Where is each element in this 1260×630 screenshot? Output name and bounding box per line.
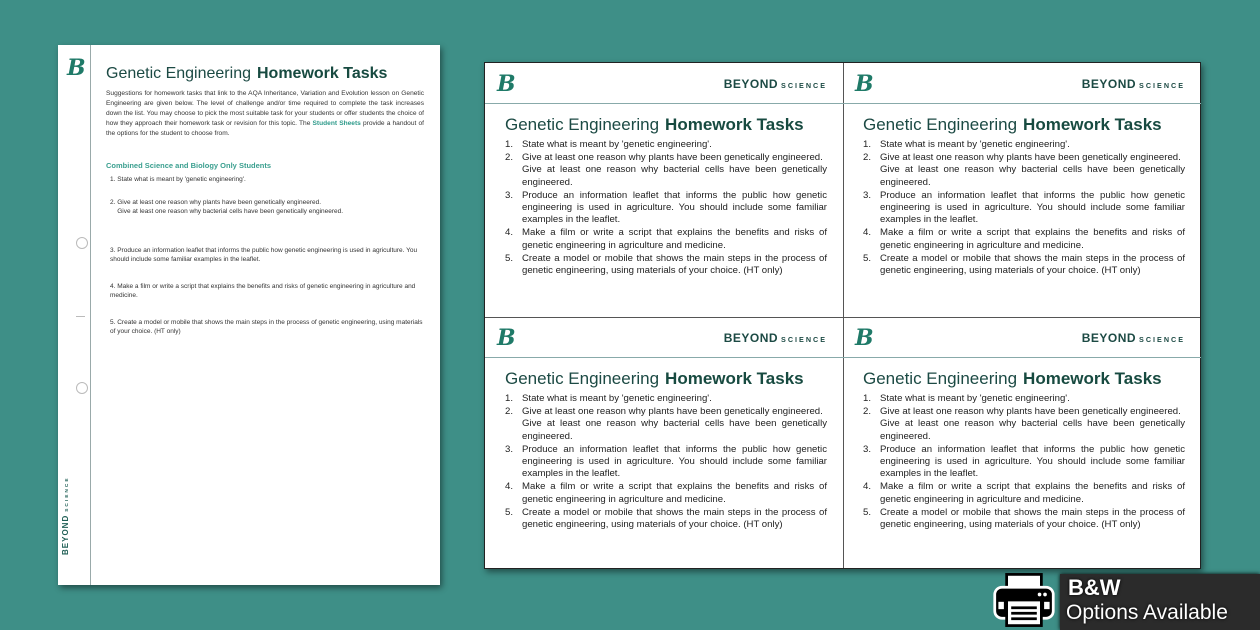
student-sheets-link: Student Sheets [312, 120, 361, 127]
item-text: Create a model or mobile that shows the main steps in the process of genetic engineering, using materials of your choice. (HT only) [880, 506, 1185, 531]
card-task-list [863, 393, 1185, 532]
title-part-a: Genetic Engineering [106, 65, 251, 82]
header-rule [843, 103, 1201, 104]
beyond-logo-icon: B [855, 71, 874, 97]
item-number: 5. [863, 506, 872, 518]
brand-sub: SCIENCE [781, 81, 827, 90]
item-number: 4. [863, 481, 872, 493]
badge-line1: B&W [1068, 575, 1121, 600]
item-body [880, 253, 1185, 277]
card-task-item [505, 481, 827, 505]
item-body [880, 190, 1185, 227]
card-task-item [505, 227, 827, 251]
item-text: Give at least one reason why plants have been genetically engineered. [880, 406, 1181, 418]
item-number: 1. [863, 139, 872, 150]
item-number: 5. [863, 252, 872, 264]
title-part-a: Genetic Engineering [505, 115, 660, 134]
teacher-sheet [58, 45, 440, 585]
subheading: Combined Science and Biology Only Students [106, 161, 272, 170]
item-text: State what is meant by 'genetic engineering'. [880, 139, 1070, 150]
item-text: Produce an information leaflet that informs the public how genetic engineering is used in agriculture. You should include some familiar examples in the leaflet. [880, 443, 1185, 480]
item-text: Make a film or write a script that explains the benefits and risks of genetic engineering in agriculture and medicine. [522, 227, 827, 251]
task-item: 4. Make a film or write a script that explains the benefits and risks of genetic engineering in agriculture and medicine. [110, 283, 416, 299]
beyond-logo-icon: B [67, 55, 86, 81]
item-text: Give at least one reason why plants have been genetically engineered. [522, 406, 823, 418]
badge-line2: Options Available [1066, 601, 1228, 624]
item-number: 3. [863, 189, 872, 201]
task-item: 5. Create a model or mobile that shows the main steps in the process of genetic engineering, using materials of your choice. (HT only) [110, 319, 423, 335]
title-part-a: Genetic Engineering [505, 369, 660, 388]
bw-options-badge [1060, 574, 1260, 630]
item-number: 3. [505, 189, 514, 201]
card-task-item [863, 406, 1185, 443]
task-subtext: Give at least one reason why bacterial cells have been genetically engineered. [117, 208, 344, 215]
title-part-b: Homework Tasks [1023, 115, 1162, 134]
item-body [522, 152, 827, 189]
printer-icon [992, 572, 1056, 628]
item-number: 3. [505, 443, 514, 455]
item-number: 2. [505, 152, 514, 164]
item-number: 4. [863, 227, 872, 239]
task-item: 3. Produce an information leaflet that informs the public how genetic engineering is used in agriculture. You should include some familiar examples in the leaflet. [110, 247, 418, 263]
brand-main: BEYOND [61, 514, 70, 555]
card-task-item [505, 444, 827, 481]
item-body [522, 444, 827, 481]
card-task-list [505, 393, 827, 532]
title-part-a: Genetic Engineering [863, 369, 1018, 388]
item-body [522, 481, 827, 505]
header-rule [843, 357, 1201, 358]
item-body [880, 507, 1185, 531]
item-body [522, 406, 827, 443]
card-task-item [505, 393, 827, 405]
item-body [522, 227, 827, 251]
card-task-item [505, 507, 827, 531]
item-text: Create a model or mobile that shows the main steps in the process of genetic engineering, using materials of your choice. (HT only) [522, 506, 827, 531]
item-text: State what is meant by 'genetic engineering'. [522, 139, 712, 150]
item-body [880, 393, 1070, 405]
task-list [110, 175, 424, 354]
item-body [522, 190, 827, 227]
item-text: Make a film or write a script that explains the benefits and risks of genetic engineering in agriculture and medicine. [522, 481, 827, 505]
item-number: 5. [505, 252, 514, 264]
brand-sub: SCIENCE [1139, 81, 1185, 90]
title-part-b: Homework Tasks [665, 369, 804, 388]
item-number: 2. [863, 152, 872, 164]
card-task-item [863, 227, 1185, 251]
item-number: 5. [505, 506, 514, 518]
card-title [863, 115, 1162, 135]
item-body [522, 507, 827, 531]
card-title [505, 115, 804, 135]
item-number: 1. [863, 393, 872, 404]
item-text: Make a film or write a script that explains the benefits and risks of genetic engineering in agriculture and medicine. [880, 481, 1185, 505]
item-body [522, 139, 712, 151]
student-card [485, 317, 843, 571]
title-part-b: Homework Tasks [665, 115, 804, 134]
task-text: 2. Give at least one reason why plants have been genetically engineered. [110, 199, 322, 206]
item-number: 3. [863, 443, 872, 455]
item-body [880, 227, 1185, 251]
card-task-list [505, 139, 827, 278]
intro-text: Suggestions for homework tasks that link to the AQA Inheritance, Variation and Evolution lesson on Genetic Engineering are given below. The level of challenge and/or time required to complete the task increases down the list. You may choose to pick the most suitable task for your students or offer students the choice of how they approach their homework task or revision for this topic. The [106, 90, 424, 127]
card-task-item [863, 152, 1185, 189]
beyond-logo-icon: B [855, 325, 874, 351]
card-task-item [505, 406, 827, 443]
item-body [522, 393, 712, 405]
card-task-item [505, 253, 827, 277]
item-body [880, 481, 1185, 505]
student-card [843, 317, 1201, 571]
card-task-item [863, 507, 1185, 531]
punch-hole [76, 237, 88, 249]
brand-main: BEYOND [1081, 331, 1137, 345]
intro-text-end: provide a handout of the options for the student to choose from. [106, 120, 424, 137]
item-text: Create a model or mobile that shows the main steps in the process of genetic engineering, using materials of your choice. (HT only) [880, 252, 1185, 277]
title-part-b: Homework Tasks [1023, 369, 1162, 388]
brand-main: BEYOND [723, 331, 779, 345]
card-task-item [863, 393, 1185, 405]
fold-mark [76, 316, 85, 317]
item-number: 2. [505, 406, 514, 418]
card-task-item [505, 152, 827, 189]
student-card [485, 63, 843, 317]
item-number: 4. [505, 227, 514, 239]
card-task-item [505, 139, 827, 151]
card-task-item [863, 481, 1185, 505]
brand-main: BEYOND [723, 77, 779, 91]
item-text: Give at least one reason why plants have been genetically engineered. [880, 152, 1181, 164]
intro-paragraph [106, 89, 424, 139]
title-part-a: Genetic Engineering [863, 115, 1018, 134]
punch-hole [76, 382, 88, 394]
card-task-item [863, 444, 1185, 481]
brand-name [724, 77, 827, 91]
card-task-list [863, 139, 1185, 278]
item-subtext: Give at least one reason why bacterial cells have been genetically engineered. [880, 418, 1185, 442]
item-body [522, 253, 827, 277]
item-text: Create a model or mobile that shows the main steps in the process of genetic engineering, using materials of your choice. (HT only) [522, 252, 827, 277]
brand-name [1082, 77, 1185, 91]
task-item [110, 198, 424, 216]
student-cards-sheet [484, 62, 1201, 569]
item-text: State what is meant by 'genetic engineering'. [880, 393, 1070, 404]
beyond-logo-icon: B [497, 71, 516, 97]
card-title [863, 369, 1162, 389]
item-text: Make a film or write a script that explains the benefits and risks of genetic engineering in agriculture and medicine. [880, 227, 1185, 251]
brand-name [724, 331, 827, 345]
item-subtext: Give at least one reason why bacterial cells have been genetically engineered. [522, 164, 827, 188]
title-part-b: Homework Tasks [256, 65, 388, 82]
item-text: State what is meant by 'genetic engineering'. [522, 393, 712, 404]
item-text: Produce an information leaflet that informs the public how genetic engineering is used in agriculture. You should include some familiar examples in the leaflet. [522, 443, 827, 480]
header-rule [485, 103, 843, 104]
beyond-logo-icon: B [497, 325, 516, 351]
item-subtext: Give at least one reason why bacterial cells have been genetically engineered. [880, 164, 1185, 188]
card-title [505, 369, 804, 389]
student-card [843, 63, 1201, 317]
brand-sub: SCIENCE [781, 335, 827, 344]
item-subtext: Give at least one reason why bacterial cells have been genetically engineered. [522, 418, 827, 442]
card-task-item [505, 190, 827, 227]
brand-main: BEYOND [1081, 77, 1137, 91]
item-text: Produce an information leaflet that informs the public how genetic engineering is used in agriculture. You should include some familiar examples in the leaflet. [880, 189, 1185, 226]
card-task-item [863, 190, 1185, 227]
margin-line [90, 45, 91, 585]
task-item: 1. State what is meant by 'genetic engineering'. [110, 176, 246, 183]
item-body [880, 444, 1185, 481]
card-task-item [863, 253, 1185, 277]
item-number: 4. [505, 481, 514, 493]
item-number: 2. [863, 406, 872, 418]
header-rule [485, 357, 843, 358]
item-body [880, 139, 1070, 151]
brand-name [1082, 331, 1185, 345]
item-number: 1. [505, 139, 514, 150]
item-number: 1. [505, 393, 514, 404]
brand-sub: SCIENCE [65, 476, 70, 512]
vertical-brand [61, 476, 70, 555]
sheet-title [106, 65, 387, 83]
card-task-item [863, 139, 1185, 151]
item-body [880, 406, 1185, 443]
brand-sub: SCIENCE [1139, 335, 1185, 344]
item-body [880, 152, 1185, 189]
item-text: Produce an information leaflet that informs the public how genetic engineering is used in agriculture. You should include some familiar examples in the leaflet. [522, 189, 827, 226]
item-text: Give at least one reason why plants have been genetically engineered. [522, 152, 823, 164]
